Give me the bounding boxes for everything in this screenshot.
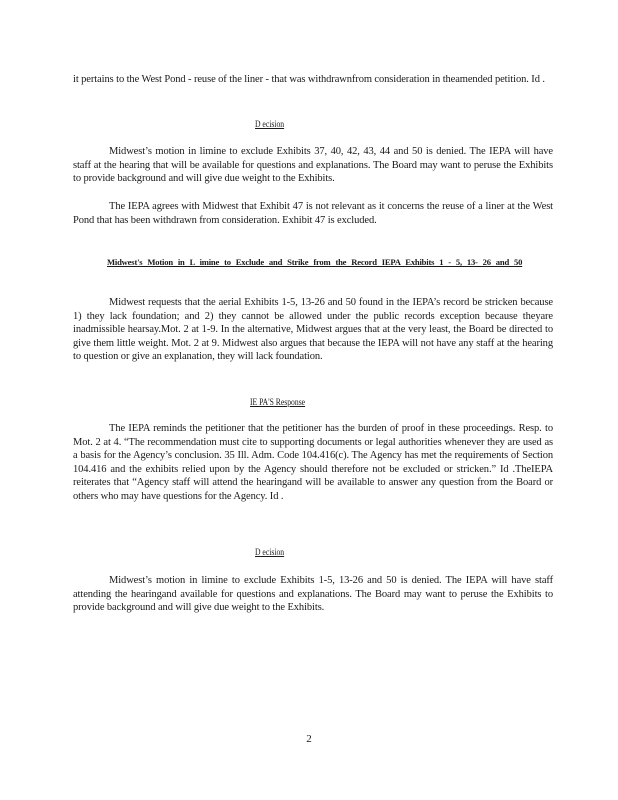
decision-paragraph: The IEPA agrees with Midwest that Exhibit 47 is not relevant as it concerns the reuse of a liner at the West Pond that has been withdrawn from consideration. Exhibit 47 is excluded. [73, 201, 553, 226]
motion-heading: Midwest's Motion in L imine to Exclude and Strike from the Record IEPA Exhibits 1 - 5, 13- 26 and 50 [107, 257, 523, 267]
continuation-paragraph: it pertains to the West Pond - reuse of the liner - that was withdrawnfrom consideration in theamended petition. Id . [73, 74, 545, 85]
response-heading: IE PA'S Response [250, 397, 306, 407]
response-paragraph: The IEPA reminds the petitioner that the petitioner has the burden of proof in these proceedings. Resp. to Mot. 2 at 4. “The recommendation must cite to supporting documents or legal authorities whenever they are used as a basis for the Agency’s conclusion. 35 Ill. Adm. Code 104.416(c). The Agency has met the requirements of Section 104.416 and the exhibits relied upon by the Agency should therefore not be excluded or stricken.” Id .TheIEPA reiterates that “Agency staff will attend the hearingand will be available to answer any question from the Board or others who may have questions for the Agency. Id . [73, 423, 553, 502]
motion-paragraph: Midwest requests that the aerial Exhibits 1-5, 13-26 and 50 found in the IEPA’s record be stricken because 1) they lack foundation; and 2) they cannot be allowed under the public records exception because theyare inadmissible hearsay.Mot. 2 at 1-9. In the alternative, Midwest argues that at the very least, the Board be directed to give them little weight. Mot. 2 at 9. Midwest also argues that because the IEPA will not have any staff at the hearing to question or give an explanation, they will lack foundation. [73, 297, 553, 363]
decision-paragraph: Midwest’s motion in limine to exclude Exhibits 1-5, 13-26 and 50 is denied. The IEPA will have staff attending the hearingand available for questions and explanations. The Board may want to peruse the Exhibits to provide background and will give due weight to the Exhibits. [73, 575, 553, 614]
decision-heading: D ecision [255, 547, 285, 557]
decision-heading: D ecision [255, 119, 285, 129]
page-number: 2 [306, 733, 312, 745]
decision-paragraph: Midwest’s motion in limine to exclude Exhibits 37, 40, 42, 43, 44 and 50 is denied. The IEPA will have staff at the hearing that will be available for questions and explanations. The Board may want to peruse the Exhibits to provide background and will give due weight to the Exhibits. [73, 146, 553, 185]
